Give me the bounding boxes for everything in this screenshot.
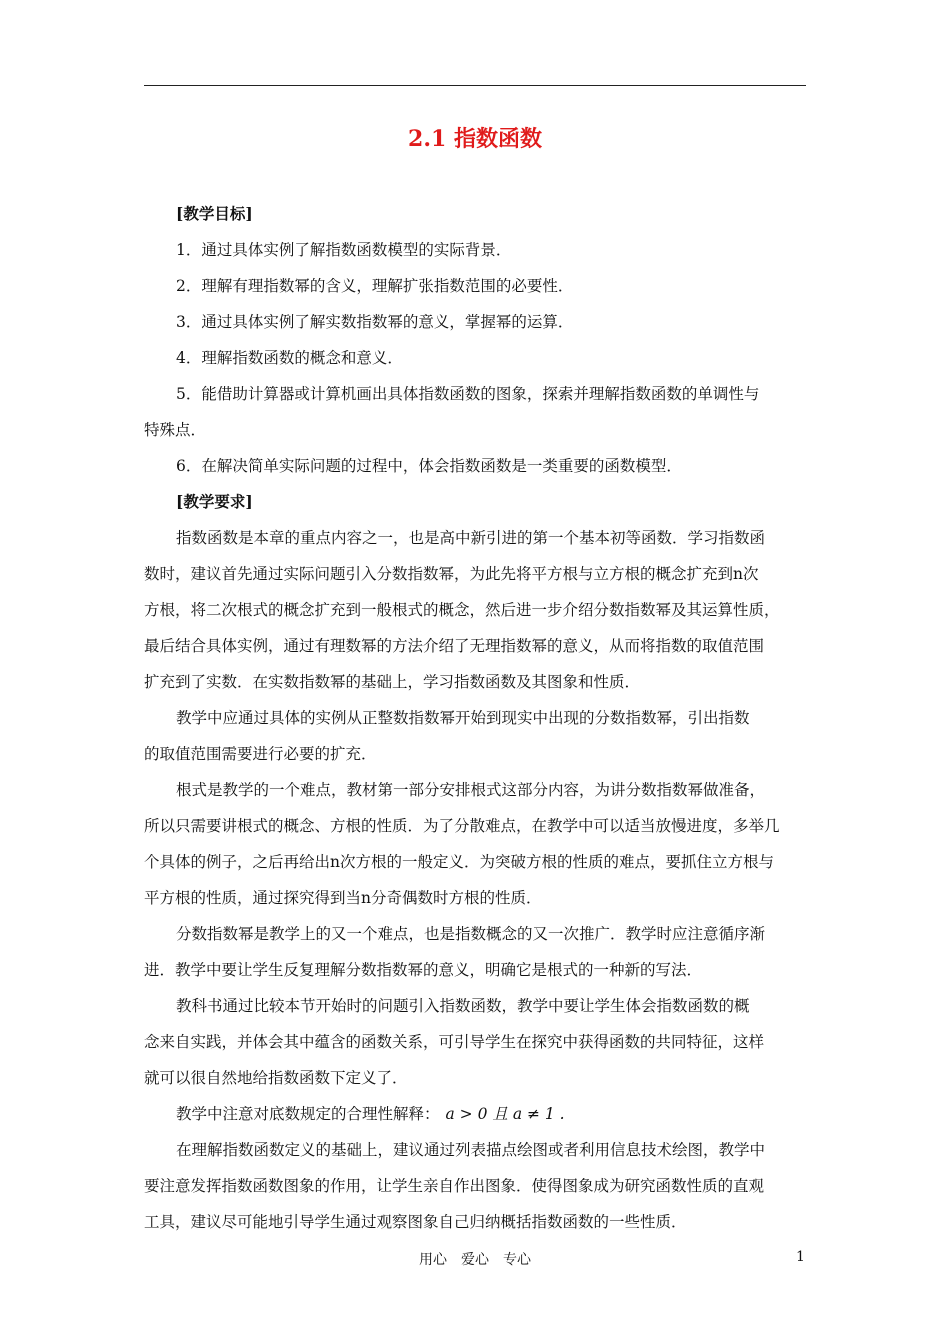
text-span: 教学中注意对底数规定的合理性解释： <box>176 1105 440 1123</box>
section-heading: [教学目标] <box>176 204 253 223</box>
paragraph-first-line: 根式是教学的一个难点，教材第一部分安排根式这部分内容，为讲分数指数幂做准备， <box>176 781 766 799</box>
text-line: 个具体的例子，之后再给出n次方根的一般定义．为突破方根的性质的难点，要抓住立方根与 <box>144 853 774 871</box>
paragraph-first-line: 教科书通过比较本节开始时的问题引入指数函数，教学中要让学生体会指数函数的概 <box>176 997 750 1015</box>
objective-item: 6．在解决简单实际问题的过程中，体会指数函数是一类重要的函数模型． <box>176 457 682 475</box>
text-line: 数时，建议首先通过实际问题引入分数指数幂，为此先将平方根与立方根的概念扩充到n次 <box>144 565 759 583</box>
document-body <box>144 196 806 1240</box>
footer-motto: 用心 爱心 专心 <box>419 1252 531 1268</box>
paragraph-first-line: 在理解指数函数定义的基础上，建议通过列表描点绘图或者利用信息技术绘图，教学中 <box>176 1141 766 1159</box>
text-line: 的取值范围需要进行必要的扩充． <box>144 745 377 763</box>
objective-item: 4．理解指数函数的概念和意义． <box>176 349 403 367</box>
objective-item: 3．通过具体实例了解实数指数幂的意义，掌握幂的运算． <box>176 313 574 331</box>
text-line: 平方根的性质，通过探究得到当n分奇偶数时方根的性质． <box>144 889 542 907</box>
paragraph-first-line <box>144 1096 806 1132</box>
text-line: 念来自实践，并体会其中蕴含的函数关系，可引导学生在探究中获得函数的共同特征，这样 <box>144 1033 765 1051</box>
text-line: 所以只需要讲根式的概念、方根的性质．为了分散难点，在教学中可以适当放慢进度，多举几 <box>144 817 780 835</box>
text-line: 方根，将二次根式的概念扩充到一般根式的概念，然后进一步介绍分数指数幂及其运算性质， <box>144 601 780 619</box>
paragraph-first-line: 指数函数是本章的重点内容之一，也是高中新引进的第一个基本初等函数．学习指数函 <box>176 529 766 547</box>
page-number: 1 <box>796 1249 805 1265</box>
base-condition-formula: a > 0 且 a ≠ 1 . <box>445 1105 565 1123</box>
objective-item: 2．理解有理指数幂的含义，理解扩张指数范围的必要性． <box>176 277 574 295</box>
text-line: 最后结合具体实例，通过有理数幂的方法介绍了无理指数幂的意义，从而将指数的取值范围 <box>144 637 765 655</box>
text-line: 进．教学中要让学生反复理解分数指数幂的意义，明确它是根式的一种新的写法． <box>144 961 703 979</box>
text-line: 要注意发挥指数函数图象的作用，让学生亲自作出图象．使得图象成为研究函数性质的直观 <box>144 1177 765 1195</box>
objective-item: 5．能借助计算器或计算机画出具体指数函数的图象，探索并理解指数函数的单调性与 <box>176 385 760 403</box>
text-line: 特殊点． <box>144 421 207 439</box>
text-line: 工具，建议尽可能地引导学生通过观察图象自己归纳概括指数函数的一些性质． <box>144 1213 687 1231</box>
objective-item: 1．通过具体实例了解指数函数模型的实际背景． <box>176 241 512 259</box>
page-title: 2.1 指数函数 <box>408 126 542 152</box>
section-heading: [教学要求] <box>176 492 253 511</box>
header-rule <box>144 85 806 86</box>
paragraph-first-line: 教学中应通过具体的实例从正整数指数幂开始到现实中出现的分数指数幂，引出指数 <box>176 709 750 727</box>
paragraph-first-line: 分数指数幂是教学上的又一个难点，也是指数概念的又一次推广．教学时应注意循序渐 <box>176 925 766 943</box>
text-line: 扩充到了实数．在实数指数幂的基础上，学习指数函数及其图象和性质． <box>144 673 641 691</box>
text-line: 就可以很自然地给指数函数下定义了． <box>144 1069 408 1087</box>
